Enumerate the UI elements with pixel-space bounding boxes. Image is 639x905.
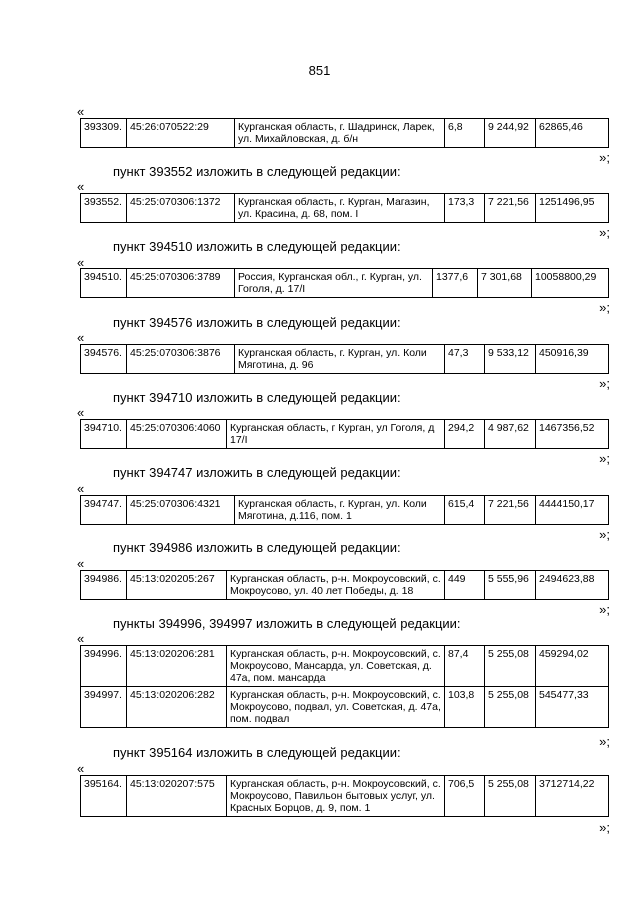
cell-item-number: 394986. (81, 571, 127, 600)
section-instruction: пункт 394710 изложить в следующей редакции: (113, 390, 401, 405)
cell-price: 7 221,56 (485, 496, 536, 525)
cell-area: 706,5 (445, 776, 485, 817)
cell-price: 5 555,96 (485, 571, 536, 600)
section-instruction: пункт 394576 изложить в следующей редакции: (113, 315, 401, 330)
table-row (81, 194, 609, 223)
cell-item-number: 394576. (81, 345, 127, 374)
cell-area: 87,4 (445, 646, 485, 687)
cell-cadastral-number: 45:13:020206:282 (127, 687, 227, 728)
quote-open: « (77, 481, 85, 496)
property-table (80, 645, 609, 728)
table-row (81, 345, 609, 374)
property-table (80, 118, 609, 148)
cell-price: 5 255,08 (485, 646, 536, 687)
cell-value: 62865,46 (536, 119, 609, 148)
cell-address: Курганская область, р-н. Мокроусовский, с. Мокроусово, ул. 40 лет Победы, д. 18 (227, 571, 445, 600)
quote-open: « (77, 255, 85, 270)
cell-area: 449 (445, 571, 485, 600)
cell-address: Курганская область, г. Курган, ул. Коли Мяготина, д. 96 (235, 345, 445, 374)
cell-item-number: 394996. (81, 646, 127, 687)
property-table (80, 268, 609, 298)
cell-item-number: 393552. (81, 194, 127, 223)
cell-cadastral-number: 45:26:070522:29 (127, 119, 235, 148)
section-instruction: пункт 394986 изложить в следующей редакции: (113, 540, 401, 555)
cell-address: Россия, Курганская обл., г. Курган, ул. Гоголя, д. 17/I (235, 269, 433, 298)
section-instruction: пункты 394996, 394997 изложить в следующей редакции: (113, 616, 461, 631)
cell-address: Курганская область, р-н. Мокроусовский, с. Мокроусово, подвал, ул. Советская, д. 47а, пом. подвал (227, 687, 445, 728)
cell-area: 47,3 (445, 345, 485, 374)
quote-close: »; (599, 150, 610, 165)
quote-open: « (77, 179, 85, 194)
cell-area: 173,3 (445, 194, 485, 223)
quote-close: »; (599, 820, 610, 835)
quote-close: »; (599, 602, 610, 617)
cell-area: 103,8 (445, 687, 485, 728)
quote-open: « (77, 556, 85, 571)
property-table (80, 344, 609, 374)
cell-price: 7 221,56 (485, 194, 536, 223)
cell-price: 9 533,12 (485, 345, 536, 374)
cell-value: 459294,02 (536, 646, 609, 687)
cell-area: 294,2 (445, 420, 485, 449)
table-row (81, 119, 609, 148)
quote-close: »; (599, 300, 610, 315)
section-instruction: пункт 395164 изложить в следующей редакции: (113, 745, 401, 760)
cell-cadastral-number: 45:13:020206:281 (127, 646, 227, 687)
cell-area: 615,4 (445, 496, 485, 525)
quote-open: « (77, 104, 85, 119)
cell-address: Курганская область, г. Шадринск, Ларек, ул. Михайловская, д. б/н (235, 119, 445, 148)
table-row (81, 776, 609, 817)
cell-value: 545477,33 (536, 687, 609, 728)
quote-open: « (77, 405, 85, 420)
cell-value: 10058800,29 (532, 269, 609, 298)
cell-item-number: 394747. (81, 496, 127, 525)
section-instruction: пункт 394747 изложить в следующей редакции: (113, 465, 401, 480)
quote-close: »; (599, 225, 610, 240)
cell-item-number: 394997. (81, 687, 127, 728)
cell-price: 5 255,08 (485, 687, 536, 728)
cell-item-number: 393309. (81, 119, 127, 148)
cell-value: 2494623,88 (536, 571, 609, 600)
table-row (81, 646, 609, 687)
cell-value: 4444150,17 (536, 496, 609, 525)
cell-address: Курганская область, р-н. Мокроусовский, с. Мокроусово, Павильон бытовых услуг, ул. Красных Борцов, д. 9, пом. 1 (227, 776, 445, 817)
cell-item-number: 394710. (81, 420, 127, 449)
cell-area: 1377,6 (433, 269, 478, 298)
cell-cadastral-number: 45:25:070306:4321 (127, 496, 235, 525)
cell-cadastral-number: 45:25:070306:1372 (127, 194, 235, 223)
cell-cadastral-number: 45:25:070306:4060 (127, 420, 227, 449)
cell-address: Курганская область, г. Курган, Магазин, ул. Красина, д. 68, пом. I (235, 194, 445, 223)
table-row (81, 571, 609, 600)
cell-cadastral-number: 45:13:020205:267 (127, 571, 227, 600)
quote-close: »; (599, 451, 610, 466)
cell-cadastral-number: 45:13:020207:575 (127, 776, 227, 817)
table-row (81, 496, 609, 525)
cell-value: 3712714,22 (536, 776, 609, 817)
section-instruction: пункт 393552 изложить в следующей редакции: (113, 164, 401, 179)
cell-cadastral-number: 45:25:070306:3789 (127, 269, 235, 298)
property-table (80, 570, 609, 600)
property-table (80, 495, 609, 525)
cell-area: 6,8 (445, 119, 485, 148)
cell-cadastral-number: 45:25:070306:3876 (127, 345, 235, 374)
property-table (80, 419, 609, 449)
quote-close: »; (599, 734, 610, 749)
quote-open: « (77, 330, 85, 345)
cell-value: 1467356,52 (536, 420, 609, 449)
quote-close: »; (599, 527, 610, 542)
table-row (81, 687, 609, 728)
table-row (81, 420, 609, 449)
quote-open: « (77, 761, 85, 776)
cell-address: Курганская область, г. Курган, ул. Коли Мяготина, д.116, пом. 1 (235, 496, 445, 525)
quote-open: « (77, 631, 85, 646)
cell-value: 450916,39 (536, 345, 609, 374)
property-table (80, 193, 609, 223)
table-row (81, 269, 609, 298)
cell-value: 1251496,95 (536, 194, 609, 223)
section-instruction: пункт 394510 изложить в следующей редакции: (113, 239, 401, 254)
quote-close: »; (599, 376, 610, 391)
property-table (80, 775, 609, 817)
cell-price: 5 255,08 (485, 776, 536, 817)
cell-item-number: 394510. (81, 269, 127, 298)
cell-address: Курганская область, р-н. Мокроусовский, с. Мокроусово, Мансарда, ул. Советская, д. 47а, пом. мансарда (227, 646, 445, 687)
cell-price: 7 301,68 (478, 269, 532, 298)
cell-price: 4 987,62 (485, 420, 536, 449)
cell-price: 9 244,92 (485, 119, 536, 148)
cell-item-number: 395164. (81, 776, 127, 817)
cell-address: Курганская область, г Курган, ул Гоголя, д 17/I (227, 420, 445, 449)
page-number: 851 (308, 63, 331, 78)
